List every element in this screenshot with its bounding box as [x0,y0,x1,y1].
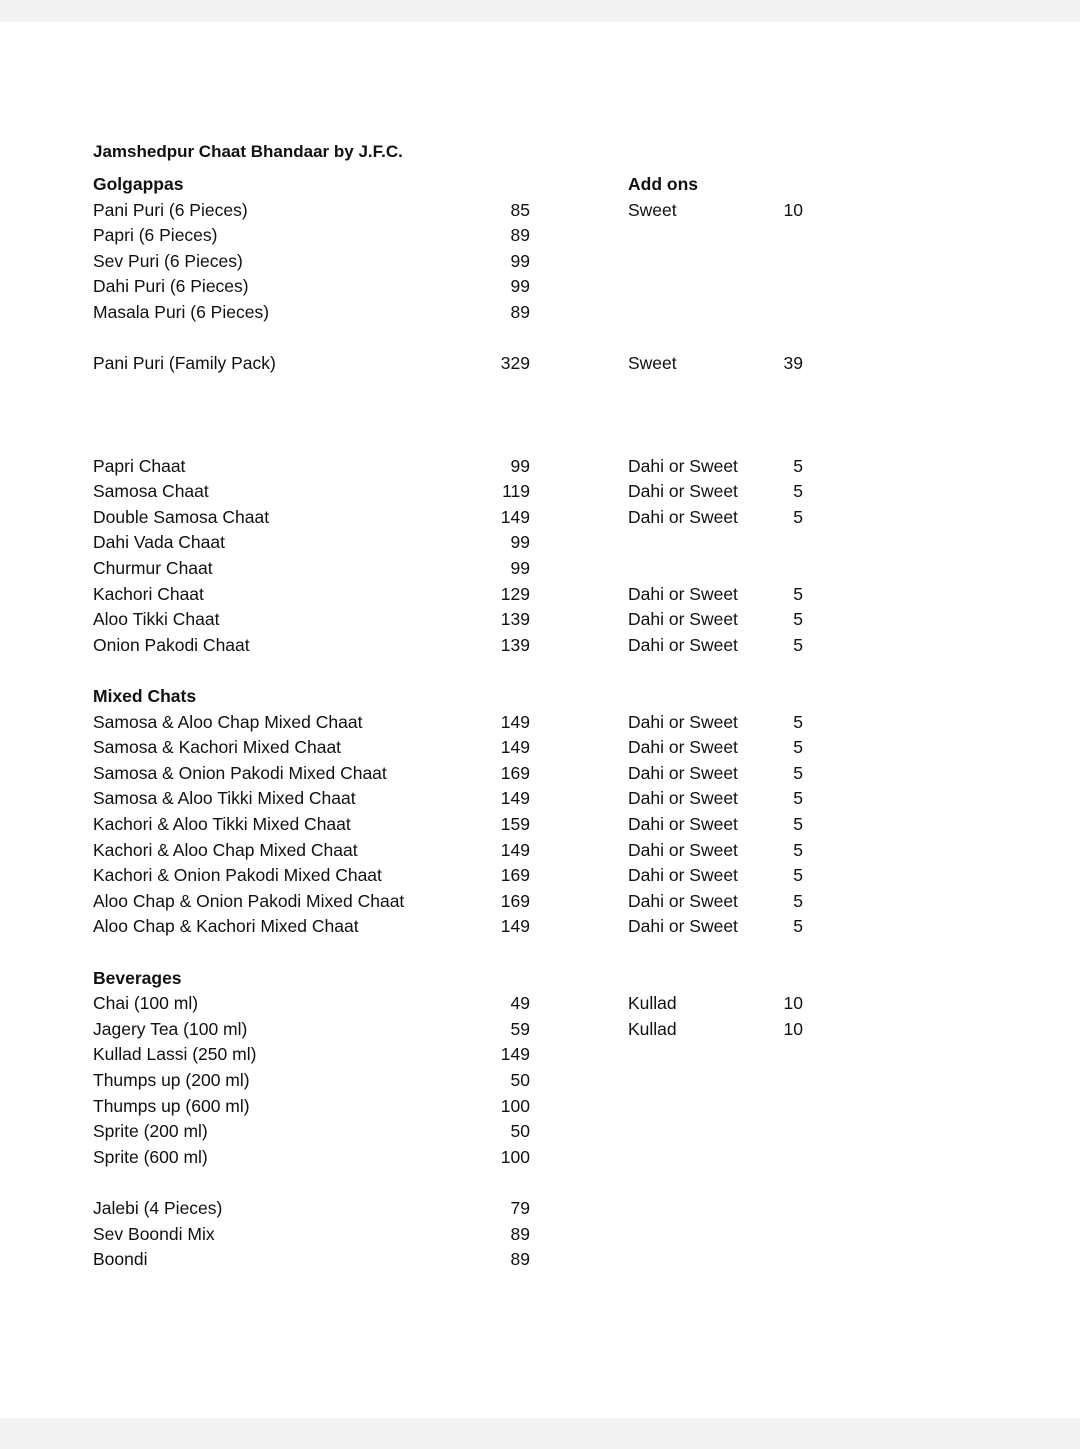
section-title: Mixed Chats [93,686,197,706]
addon-price: 5 [793,865,803,886]
item-price: 99 [510,276,530,297]
addon-name: Kullad [628,993,677,1014]
addon-price: 5 [793,788,803,809]
addon-price: 10 [783,1018,803,1039]
menu-row [0,479,1080,504]
section-header-row [0,966,1080,991]
item-name: Kullad Lassi (250 ml) [93,1044,257,1065]
menu-row [0,889,1080,914]
item-price: 49 [510,993,530,1014]
menu-row [0,1145,1080,1170]
menu-row [0,786,1080,811]
item-price: 59 [510,1018,530,1039]
item-name: Sev Boondi Mix [93,1223,215,1244]
item-price: 89 [510,302,530,322]
addon-name: Dahi or Sweet [628,890,738,911]
addon-name: Sweet [628,199,677,220]
addon-price: 5 [793,814,803,834]
item-name: Double Samosa Chaat [93,506,270,527]
item-price: 99 [510,558,530,578]
addon-name: Dahi or Sweet [628,583,738,604]
addon-price: 5 [793,711,803,732]
item-name: Churmur Chaat [93,558,213,578]
menu-row [0,249,1080,274]
addon-price: 5 [793,916,803,937]
menu-row [0,1042,1080,1067]
menu-row [0,633,1080,658]
menu-row [0,1170,1080,1195]
menu-row [0,377,1080,402]
section-title: Beverages [93,967,182,988]
addon-name: Dahi or Sweet [628,762,738,783]
item-price: 149 [500,916,530,937]
addon-price: 5 [793,634,803,655]
section-title: Golgappas [93,174,184,194]
menu-row [0,530,1080,555]
addon-name: Kullad [628,1018,677,1039]
menu-row [0,991,1080,1016]
menu-row [0,1017,1080,1042]
addon-name: Dahi or Sweet [628,916,738,937]
item-price: 149 [500,506,530,527]
menu-row [0,838,1080,863]
item-name: Jalebi (4 Pieces) [93,1198,223,1218]
item-price: 119 [502,481,530,502]
menu-row [0,326,1080,351]
menu-row [0,505,1080,530]
addon-name: Dahi or Sweet [628,865,738,886]
item-price: 100 [500,1146,530,1167]
addon-price: 5 [793,737,803,758]
item-name: Boondi [93,1249,148,1270]
item-name: Sprite (600 ml) [93,1146,208,1167]
item-price: 50 [510,1121,530,1142]
menu-row [0,658,1080,683]
item-name: Samosa & Kachori Mixed Chaat [93,737,342,758]
item-price: 159 [500,814,530,834]
menu-row [0,812,1080,837]
item-name: Onion Pakodi Chaat [93,634,250,655]
item-name: Dahi Puri (6 Pieces) [93,276,249,297]
addon-price: 5 [793,609,803,630]
addon-name: Dahi or Sweet [628,737,738,758]
menu-row [0,1247,1080,1272]
item-name: Samosa Chaat [93,481,209,502]
item-name: Chai (100 ml) [93,993,199,1014]
addon-price: 5 [793,506,803,527]
item-price: 149 [500,737,530,758]
item-name: Dahi Vada Chaat [93,532,225,553]
addon-name: Dahi or Sweet [628,455,738,476]
item-name: Kachori & Aloo Chap Mixed Chaat [93,839,358,860]
item-price: 100 [500,1095,530,1116]
item-price: 149 [500,711,530,732]
item-price: 89 [510,1223,530,1244]
item-price: 169 [500,890,530,911]
menu-row [0,582,1080,607]
item-price: 79 [510,1198,530,1218]
addon-price: 5 [793,583,803,604]
item-name: Samosa & Onion Pakodi Mixed Chaat [93,762,387,783]
addon-name: Dahi or Sweet [628,609,738,630]
addons-header: Add ons [628,174,698,194]
addon-price: 39 [783,353,803,374]
addon-price: 5 [793,839,803,860]
item-price: 89 [510,1249,530,1270]
addon-price: 10 [783,993,803,1014]
item-name: Aloo Chap & Kachori Mixed Chaat [93,916,359,937]
item-price: 89 [510,225,530,246]
menu-row [0,863,1080,888]
item-price: 129 [500,583,530,604]
addon-price: 10 [783,199,803,220]
menu-row [0,1094,1080,1119]
item-name: Aloo Chap & Onion Pakodi Mixed Chaat [93,890,405,911]
section-header-row [0,172,1080,197]
item-name: Pani Puri (6 Pieces) [93,199,248,220]
item-name: Kachori & Aloo Tikki Mixed Chaat [93,814,351,834]
item-name: Papri Chaat [93,455,186,476]
menu-row [0,223,1080,248]
item-price: 329 [500,353,530,374]
menu-row [0,351,1080,376]
addon-name: Dahi or Sweet [628,814,738,834]
item-name: Sev Puri (6 Pieces) [93,250,243,271]
item-name: Kachori & Onion Pakodi Mixed Chaat [93,865,382,886]
menu-row [0,607,1080,632]
menu-row [0,274,1080,299]
addon-name: Dahi or Sweet [628,634,738,655]
menu-row [0,761,1080,786]
item-name: Pani Puri (Family Pack) [93,353,276,374]
item-name: Kachori Chaat [93,583,204,604]
addon-name: Dahi or Sweet [628,481,738,502]
addon-name: Sweet [628,353,677,374]
addon-price: 5 [793,481,803,502]
item-price: 139 [500,609,530,630]
spreadsheet-page [0,22,1080,1418]
menu-row [0,428,1080,453]
addon-price: 5 [793,762,803,783]
addon-name: Dahi or Sweet [628,788,738,809]
menu-row [0,402,1080,427]
addon-price: 5 [793,455,803,476]
item-price: 149 [500,1044,530,1065]
menu-row [0,735,1080,760]
item-price: 149 [500,788,530,809]
item-name: Samosa & Aloo Tikki Mixed Chaat [93,788,356,809]
item-price: 50 [510,1070,530,1090]
menu-row [0,1119,1080,1144]
item-name: Aloo Tikki Chaat [93,609,220,630]
item-price: 99 [510,250,530,271]
item-price: 149 [500,839,530,860]
menu-row [0,198,1080,223]
menu-row [0,1068,1080,1093]
item-price: 85 [510,199,530,220]
menu-row [0,940,1080,965]
item-price: 139 [500,634,530,655]
item-name: Samosa & Aloo Chap Mixed Chaat [93,711,363,732]
addon-name: Dahi or Sweet [628,711,738,732]
item-price: 169 [500,865,530,886]
section-header-row [0,684,1080,709]
addon-price: 5 [793,890,803,911]
menu-title: Jamshedpur Chaat Bhandaar by J.F.C. [93,142,403,161]
menu-row [0,914,1080,939]
addon-name: Dahi or Sweet [628,839,738,860]
menu-row [0,710,1080,735]
item-name: Sprite (200 ml) [93,1121,208,1142]
menu-row [0,1222,1080,1247]
item-name: Masala Puri (6 Pieces) [93,302,270,322]
menu-row [0,1196,1080,1221]
addon-name: Dahi or Sweet [628,506,738,527]
item-name: Papri (6 Pieces) [93,225,218,246]
menu-row [0,454,1080,479]
item-price: 169 [500,762,530,783]
menu-row [0,300,1080,325]
menu-row [0,556,1080,581]
item-name: Thumps up (200 ml) [93,1070,250,1090]
item-price: 99 [510,532,530,553]
item-name: Thumps up (600 ml) [93,1095,250,1116]
item-name: Jagery Tea (100 ml) [93,1018,248,1039]
item-price: 99 [510,455,530,476]
